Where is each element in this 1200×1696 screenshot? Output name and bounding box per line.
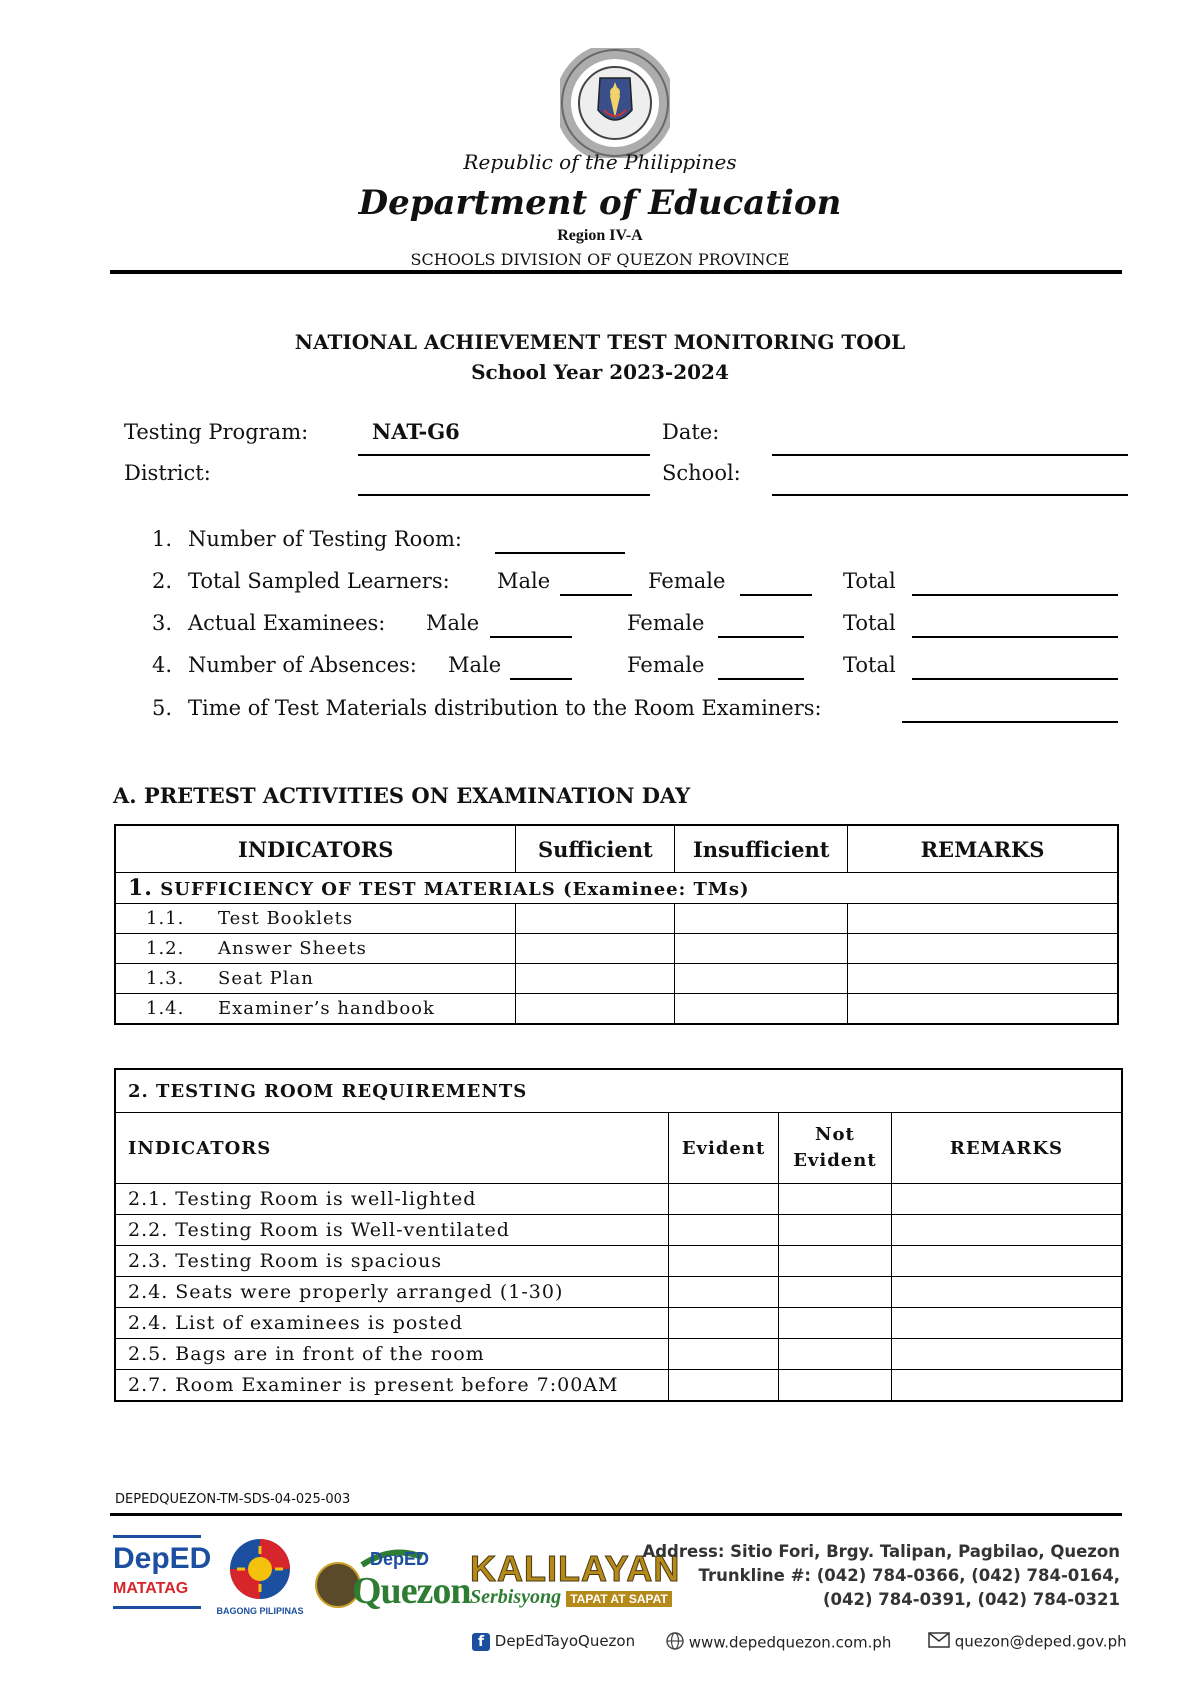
row-label: 2.7. Room Examiner is present before 7:00AM — [115, 1370, 669, 1402]
evident-cell[interactable] — [669, 1370, 779, 1402]
absences-total-field[interactable] — [912, 678, 1118, 680]
remarks-cell[interactable] — [891, 1246, 1122, 1277]
section-2-title: 2. TESTING ROOM REQUIREMENTS — [115, 1069, 1122, 1113]
remarks-cell[interactable] — [848, 904, 1118, 934]
table-row — [115, 904, 1118, 934]
trunkline-1: Trunkline #: (042) 784-0366, (042) 784-0164, — [698, 1566, 1120, 1585]
facebook-icon: f — [472, 1633, 490, 1651]
examinees-male-field[interactable] — [490, 636, 572, 638]
remarks-cell[interactable] — [891, 1215, 1122, 1246]
sufficient-cell[interactable] — [516, 904, 675, 934]
document-code: DEPEDQUEZON-TM-SDS-04-025-003 — [115, 1492, 351, 1507]
item-2-total-label: Total — [843, 569, 896, 593]
insufficient-cell[interactable] — [675, 994, 848, 1025]
item-1-number: 1. — [152, 527, 173, 551]
item-4-female-label: Female — [627, 653, 705, 677]
col-remarks: REMARKS — [848, 825, 1118, 873]
item-1-label: Number of Testing Room: — [188, 527, 462, 551]
header-region: Region IV-A — [557, 227, 643, 244]
not-evident-cell[interactable] — [779, 1184, 892, 1215]
insufficient-cell[interactable] — [675, 904, 848, 934]
mail-icon — [928, 1632, 950, 1652]
distribution-time-field[interactable] — [902, 721, 1118, 723]
row-label: Test Booklets — [218, 908, 354, 929]
remarks-cell[interactable] — [891, 1370, 1122, 1402]
testing-program-line[interactable] — [358, 454, 650, 456]
row-number: 1.1. — [146, 908, 185, 929]
sufficient-cell[interactable] — [516, 994, 675, 1025]
logo-deped-text: DepED — [113, 1542, 212, 1575]
logo-serbisyong-text: Serbisyong — [470, 1586, 562, 1608]
pretest-materials-table — [114, 824, 1119, 1025]
website-link[interactable] — [666, 1632, 891, 1654]
sampled-female-field[interactable] — [740, 594, 812, 596]
not-evident-cell[interactable] — [779, 1246, 892, 1277]
row-label: 2.1. Testing Room is well-lighted — [115, 1184, 669, 1215]
header-republic: Republic of the Philippines — [463, 150, 737, 174]
col-insufficient: Insufficient — [675, 825, 848, 873]
facebook-text: DepEdTayoQuezon — [494, 1632, 636, 1650]
table-row — [115, 1339, 1122, 1370]
globe-icon — [666, 1632, 684, 1654]
district-field[interactable] — [358, 494, 650, 496]
item-2-male-label: Male — [497, 569, 551, 593]
group-title: SUFFICIENCY OF TEST MATERIALS — [160, 879, 556, 900]
row-label: Examiner’s handbook — [218, 998, 435, 1019]
row-number: 1.4. — [146, 998, 185, 1019]
section-title-row — [115, 1069, 1122, 1113]
table-row — [115, 1184, 1122, 1215]
school-label: School: — [662, 461, 741, 485]
email-link[interactable] — [928, 1632, 1127, 1652]
evident-cell[interactable] — [669, 1308, 779, 1339]
sufficient-cell[interactable] — [516, 964, 675, 994]
school-year: School Year 2023-2024 — [471, 360, 729, 384]
evident-cell[interactable] — [669, 1339, 779, 1370]
col-not-evident — [779, 1113, 892, 1184]
insufficient-cell[interactable] — [675, 964, 848, 994]
sun-flag-icon — [215, 1536, 305, 1602]
examinees-female-field[interactable] — [718, 636, 804, 638]
col-not-evident-line1: Not — [815, 1124, 855, 1145]
header-department: Department of Education — [358, 183, 842, 223]
row-label: 2.4. List of examinees is posted — [115, 1308, 669, 1339]
row-number: 1.3. — [146, 968, 185, 989]
item-3-label: Actual Examinees: — [188, 611, 386, 635]
not-evident-cell[interactable] — [779, 1308, 892, 1339]
evident-cell[interactable] — [669, 1215, 779, 1246]
col-indicators: INDICATORS — [115, 825, 516, 873]
testing-room-table — [114, 1068, 1123, 1402]
table-header-row — [115, 1113, 1122, 1184]
document-title: NATIONAL ACHIEVEMENT TEST MONITORING TOOL — [294, 330, 906, 354]
trunkline-2: (042) 784-0391, (042) 784-0321 — [823, 1590, 1120, 1609]
logo-matatag-text: MATATAG — [113, 1580, 189, 1597]
absences-male-field[interactable] — [510, 678, 572, 680]
remarks-cell[interactable] — [891, 1339, 1122, 1370]
col-evident: Evident — [669, 1113, 779, 1184]
item-5-label: Time of Test Materials distribution to the Room Examiners: — [188, 696, 822, 720]
item-3-female-label: Female — [627, 611, 705, 635]
col-remarks: REMARKS — [891, 1113, 1122, 1184]
logo-bagong-text: BAGONG PILIPINAS — [216, 1606, 304, 1616]
item-4-label: Number of Absences: — [188, 653, 417, 677]
item-2-number: 2. — [152, 569, 173, 593]
table-row — [115, 1246, 1122, 1277]
table-row — [115, 1277, 1122, 1308]
remarks-cell[interactable] — [848, 994, 1118, 1025]
item-2-female-label: Female — [648, 569, 726, 593]
logo-kalilayan-text: KALILAYAN — [470, 1548, 681, 1589]
sufficient-cell[interactable] — [516, 934, 675, 964]
col-not-evident-line2: Evident — [793, 1150, 877, 1171]
item-4-male-label: Male — [448, 653, 502, 677]
header-divider — [110, 270, 1122, 274]
table-header-row — [115, 825, 1118, 873]
website-text: www.depedquezon.com.ph — [688, 1633, 892, 1652]
facebook-link[interactable] — [472, 1632, 635, 1651]
table-row — [115, 1215, 1122, 1246]
footer-divider — [110, 1513, 1122, 1516]
deped-matatag-logo — [113, 1535, 212, 1617]
row-label: 2.5. Bags are in front of the room — [115, 1339, 669, 1370]
item-3-male-label: Male — [426, 611, 480, 635]
deped-quezon-logo — [312, 1545, 471, 1621]
remarks-cell[interactable] — [891, 1308, 1122, 1339]
remarks-cell[interactable] — [848, 964, 1118, 994]
col-indicators: INDICATORS — [115, 1113, 669, 1184]
not-evident-cell[interactable] — [779, 1215, 892, 1246]
section-a-heading: A. PRETEST ACTIVITIES ON EXAMINATION DAY — [113, 783, 691, 808]
insufficient-cell[interactable] — [675, 934, 848, 964]
table-row — [115, 1370, 1122, 1402]
testing-program-label: Testing Program: — [124, 420, 309, 444]
row-label: Answer Sheets — [218, 938, 367, 959]
date-field[interactable] — [772, 454, 1128, 456]
table-row — [115, 994, 1118, 1025]
row-number: 1.2. — [146, 938, 185, 959]
row-label: 2.2. Testing Room is Well-ventilated — [115, 1215, 669, 1246]
school-field[interactable] — [772, 494, 1128, 496]
evident-cell[interactable] — [669, 1184, 779, 1215]
col-sufficient: Sufficient — [516, 825, 675, 873]
item-2-label: Total Sampled Learners: — [188, 569, 450, 593]
evident-cell[interactable] — [669, 1246, 779, 1277]
testing-room-count-field[interactable] — [495, 552, 625, 554]
evident-cell[interactable] — [669, 1277, 779, 1308]
item-4-total-label: Total — [843, 653, 896, 677]
not-evident-cell[interactable] — [779, 1339, 892, 1370]
absences-female-field[interactable] — [718, 678, 804, 680]
not-evident-cell[interactable] — [779, 1277, 892, 1308]
group-number: 1. — [128, 875, 153, 901]
sampled-total-field[interactable] — [912, 594, 1118, 596]
item-3-total-label: Total — [843, 611, 896, 635]
table-row — [115, 964, 1118, 994]
testing-program-value: NAT-G6 — [372, 419, 460, 444]
item-3-number: 3. — [152, 611, 173, 635]
deped-seal — [560, 48, 670, 158]
logo-quezon-text: Quezon — [352, 1570, 471, 1612]
table-row — [115, 1308, 1122, 1339]
logo-quezon-deped: DepED — [370, 1549, 430, 1569]
examinees-total-field[interactable] — [912, 636, 1118, 638]
date-label: Date: — [662, 420, 720, 444]
remarks-cell[interactable] — [848, 934, 1118, 964]
bagong-pilipinas-logo — [215, 1536, 305, 1622]
remarks-cell[interactable] — [891, 1277, 1122, 1308]
item-4-number: 4. — [152, 653, 173, 677]
group-row — [115, 873, 1118, 904]
row-label: 2.4. Seats were properly arranged (1-30) — [115, 1277, 669, 1308]
not-evident-cell[interactable] — [779, 1370, 892, 1402]
table-row — [115, 934, 1118, 964]
header-division: SCHOOLS DIVISION OF QUEZON PROVINCE — [410, 250, 790, 269]
remarks-cell[interactable] — [891, 1184, 1122, 1215]
sampled-male-field[interactable] — [560, 594, 632, 596]
logo-tapat-text: TAPAT AT SAPAT — [566, 1591, 672, 1607]
group-suffix: (Examinee: TMs) — [563, 879, 750, 900]
address-text: Address: Sitio Fori, Brgy. Talipan, Pagbilao, Quezon — [642, 1542, 1120, 1561]
item-5-number: 5. — [152, 696, 173, 720]
row-label: 2.3. Testing Room is spacious — [115, 1246, 669, 1277]
email-text: quezon@deped.gov.ph — [954, 1632, 1127, 1651]
row-label: Seat Plan — [218, 968, 314, 989]
district-label: District: — [124, 461, 211, 485]
